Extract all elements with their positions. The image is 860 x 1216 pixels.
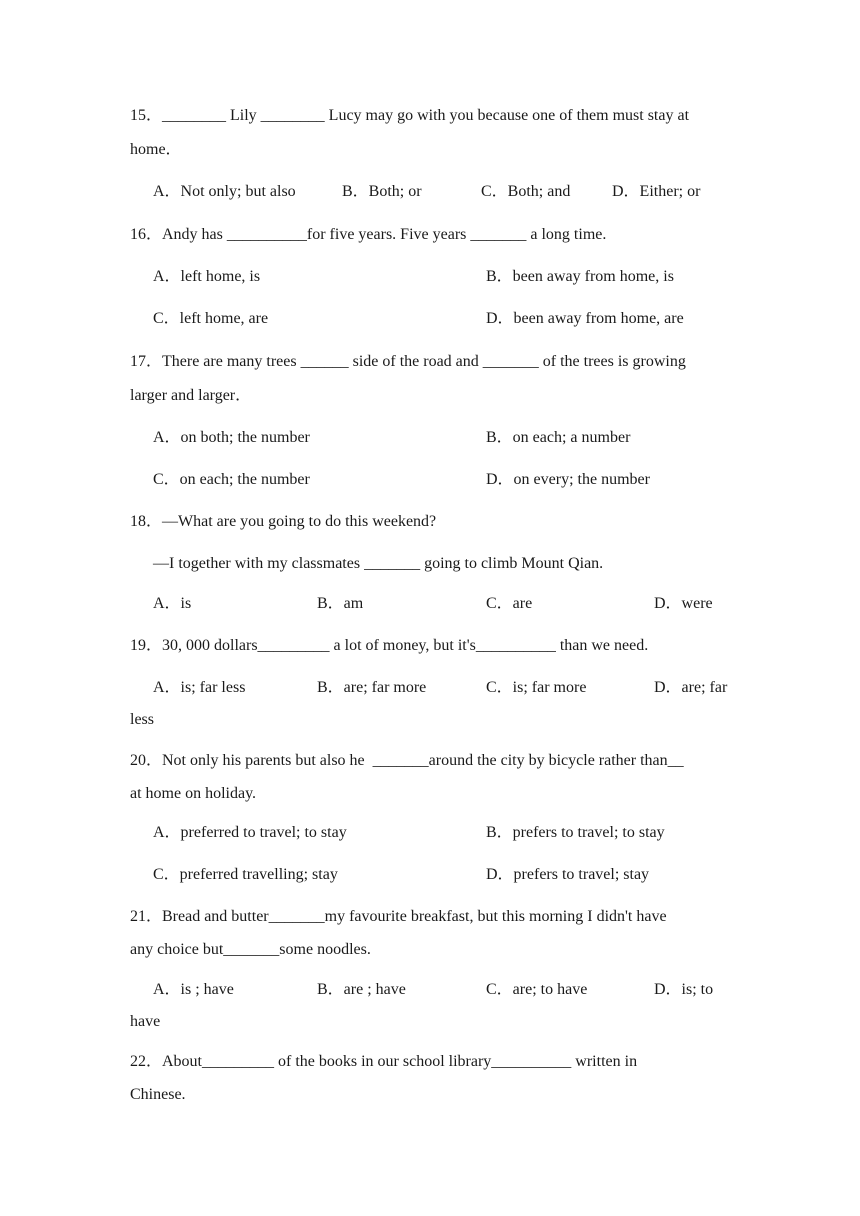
question-20-option-a: A．preferred to travel; to stay bbox=[153, 824, 347, 841]
question-19-option-c: C．is; far more bbox=[486, 679, 587, 696]
question-15-option-b: B．Both; or bbox=[342, 183, 422, 200]
question-16-option-d: D．been away from home, are bbox=[486, 310, 684, 327]
question-18-line-2: —I together with my classmates _______ going to climb Mount Qian. bbox=[153, 555, 604, 572]
question-15-line-1: 15．________ Lily ________ Lucy may go with you because one of them must stay at bbox=[130, 107, 690, 124]
question-22-line-1: 22．About_________ of the books in our school library__________ written in bbox=[130, 1053, 638, 1070]
question-16-line-1: 16．Andy has __________for five years. Five years _______ a long time. bbox=[130, 226, 607, 243]
question-20-option-b: B．prefers to travel; to stay bbox=[486, 824, 665, 841]
question-18-line-1: 18．—What are you going to do this weekend? bbox=[130, 513, 437, 530]
question-18-option-c: C．are bbox=[486, 595, 533, 612]
question-18-option-a: A．is bbox=[153, 595, 192, 612]
question-21-option-b: B．are ; have bbox=[317, 981, 406, 998]
question-19-option-d: D．are; far bbox=[654, 679, 728, 696]
question-17-option-d: D．on every; the number bbox=[486, 471, 650, 488]
question-21-line-1: 21．Bread and butter_______my favourite breakfast, but this morning I didn't have bbox=[130, 908, 667, 925]
question-17-line-2: larger and larger． bbox=[130, 387, 252, 404]
question-19-option-a: A．is; far less bbox=[153, 679, 246, 696]
question-20-option-d: D．prefers to travel; stay bbox=[486, 866, 650, 883]
question-21-option-c: C．are; to have bbox=[486, 981, 588, 998]
question-17-option-a: A．on both; the number bbox=[153, 429, 310, 446]
question-22-line-2: Chinese. bbox=[130, 1086, 186, 1103]
question-18-option-d: D．were bbox=[654, 595, 713, 612]
question-19-option-b: B．are; far more bbox=[317, 679, 427, 696]
question-20-line-1: 20．Not only his parents but also he _______around the city by bicycle rather than__ bbox=[130, 752, 684, 769]
question-19-option-wrap: less bbox=[130, 711, 154, 728]
question-17-option-b: B．on each; a number bbox=[486, 429, 631, 446]
question-17-line-1: 17．There are many trees ______ side of the road and _______ of the trees is growing bbox=[130, 353, 686, 370]
question-21-option-wrap: have bbox=[130, 1013, 161, 1030]
question-15-option-a: A．Not only; but also bbox=[153, 183, 296, 200]
question-21-option-a: A．is ; have bbox=[153, 981, 234, 998]
question-15-option-d: D．Either; or bbox=[612, 183, 701, 200]
question-21-line-2: any choice but_______some noodles. bbox=[130, 941, 371, 958]
question-19-line-1: 19．30, 000 dollars_________ a lot of money, but it's__________ than we need. bbox=[130, 637, 649, 654]
question-18-option-b: B．am bbox=[317, 595, 364, 612]
question-16-option-a: A．left home, is bbox=[153, 268, 261, 285]
question-20-line-2: at home on holiday. bbox=[130, 785, 257, 802]
question-15-line-2: home． bbox=[130, 141, 182, 158]
question-16-option-b: B．been away from home, is bbox=[486, 268, 674, 285]
question-20-option-c: C．preferred travelling; stay bbox=[153, 866, 338, 883]
question-15-option-c: C．Both; and bbox=[481, 183, 571, 200]
question-17-option-c: C．on each; the number bbox=[153, 471, 310, 488]
question-21-option-d: D．is; to bbox=[654, 981, 714, 998]
question-16-option-c: C．left home, are bbox=[153, 310, 269, 327]
